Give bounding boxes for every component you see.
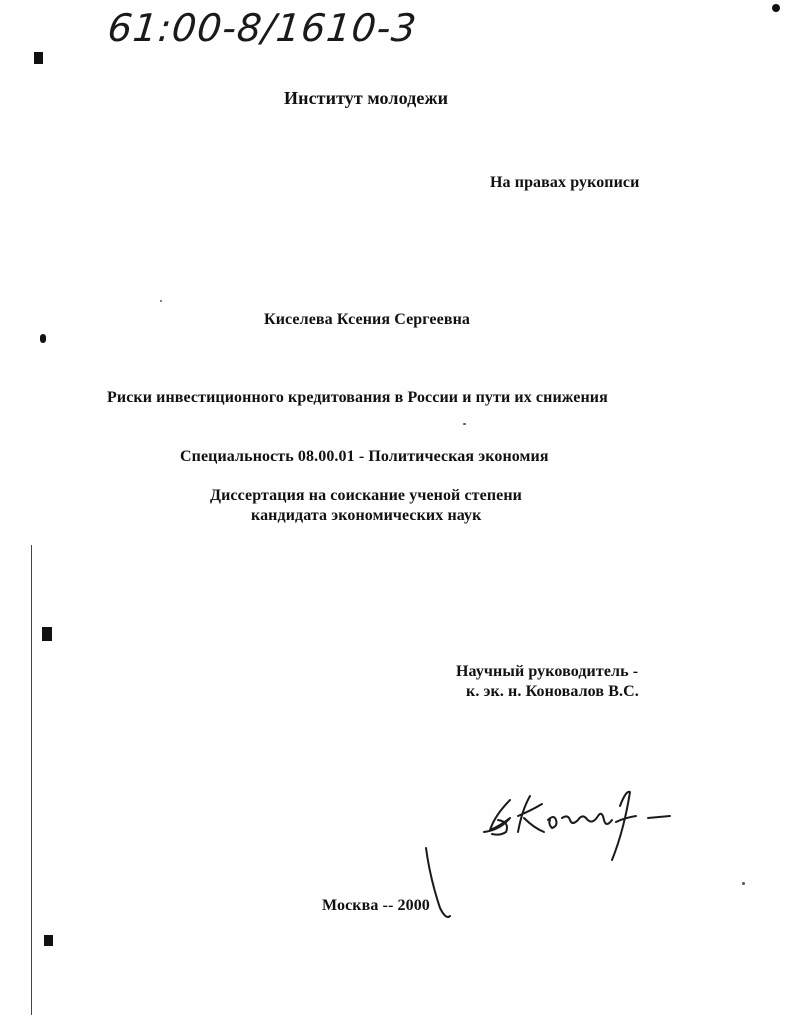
scan-artifact — [42, 627, 52, 641]
supervisor-signature — [470, 770, 700, 920]
manuscript-rights-note: На правах рукописи — [490, 174, 640, 191]
scan-edge-line — [31, 545, 32, 1015]
scan-speck — [160, 300, 162, 302]
archive-code: 61:00-8/1610-3 — [105, 6, 420, 50]
specialty: Специальность 08.00.01 - Политическая экономия — [180, 448, 549, 465]
scan-speck — [742, 882, 745, 885]
dissertation-degree-line1: Диссертация на соискание ученой степени — [210, 487, 523, 504]
place-and-year: Москва -- 2000 — [322, 897, 430, 914]
scan-artifact — [772, 4, 780, 12]
scan-speck — [463, 423, 466, 425]
scan-artifact — [40, 334, 46, 343]
supervisor-name: к. эк. н. Коновалов В.С. — [466, 683, 639, 700]
author-name: Киселева Ксения Сергеевна — [264, 311, 470, 328]
scan-artifact — [34, 52, 43, 64]
supervisor-label: Научный руководитель - — [456, 663, 639, 680]
institution-name: Институт молодежи — [284, 88, 449, 108]
dissertation-title: Риски инвестиционного кредитования в России и пути их снижения — [107, 389, 608, 406]
scan-artifact — [44, 935, 53, 946]
dissertation-degree-line2: кандидата экономических наук — [251, 507, 482, 524]
